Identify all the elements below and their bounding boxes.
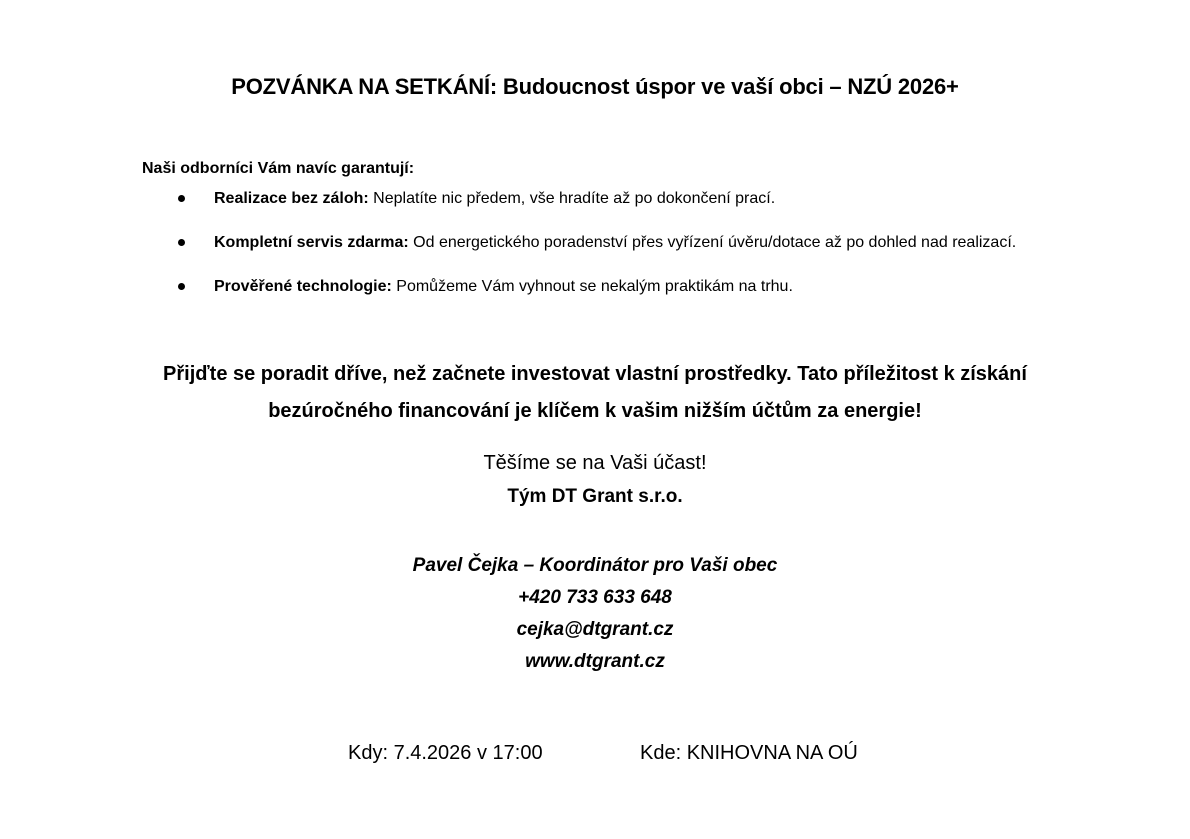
contact-web: www.dtgrant.cz: [525, 651, 665, 672]
team-signature: Tým DT Grant s.r.o.: [507, 486, 683, 507]
bullet-icon: [178, 239, 185, 246]
cta-line-1: Přijďte se poradit dříve, než začnete investovat vlastní prostředky. Tato příležitost k získání: [163, 363, 1027, 385]
contact-phone: +420 733 633 648: [518, 587, 672, 608]
cta-line-2: bezúročného financování je klíčem k vašim nižším účtům za energie!: [268, 400, 922, 422]
event-where: Kde: KNIHOVNA NA OÚ: [640, 742, 858, 764]
bullet-icon: [178, 283, 185, 290]
bullet-icon: [178, 195, 185, 202]
contact-person: Pavel Čejka – Koordinátor pro Vaši obec: [412, 555, 778, 576]
bullet-text: Pomůžeme Vám vyhnout se nekalým praktikám na trhu.: [391, 278, 793, 295]
guarantee-list: [142, 185, 1052, 317]
call-to-action: [0, 356, 1190, 430]
list-item: [142, 185, 1052, 213]
guarantee-heading: Naši odborníci Vám navíc garantují:: [142, 160, 415, 177]
contact-email: cejka@dtgrant.cz: [516, 619, 674, 640]
bullet-title: Kompletní servis zdarma:: [214, 234, 409, 251]
contact-block: [0, 550, 1190, 678]
bullet-title: Prověřené technologie:: [214, 278, 392, 295]
bullet-title: Realizace bez záloh:: [214, 190, 369, 207]
event-when: Kdy: 7.4.2026 v 17:00: [348, 742, 543, 764]
bullet-text: Neplatíte nic předem, vše hradíte až po dokončení prací.: [368, 190, 776, 207]
greeting: Těšíme se na Vaši účast!: [483, 452, 707, 474]
bullet-text: Od energetického poradenství přes vyřízení úvěru/dotace až po dohled nad realizací.: [408, 234, 1017, 251]
list-item: [142, 273, 1052, 301]
page-title: POZVÁNKA NA SETKÁNÍ: Budoucnost úspor ve vaší obci – NZÚ 2026+: [231, 74, 959, 99]
list-item: [142, 229, 1052, 257]
